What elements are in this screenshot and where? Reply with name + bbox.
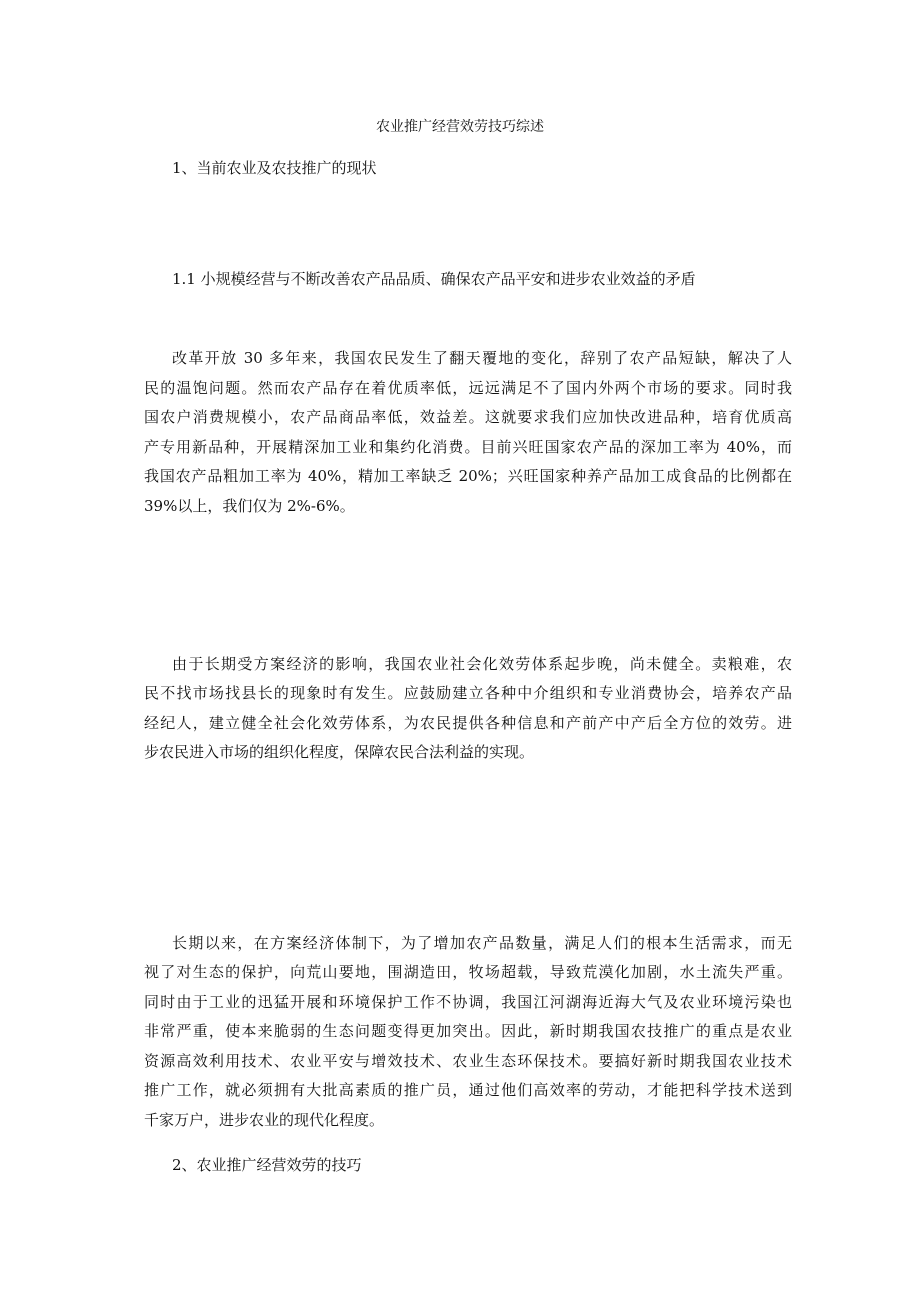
paragraph-line: 由于长期受方案经济的影响，我国农业社会化效劳体系起步晚，尚未健全。卖粮难，农 <box>172 655 792 673</box>
paragraph-line: 经纪人，建立健全社会化效劳体系，为农民提供各种信息和产前产中产后全方位的效劳。进 <box>144 714 792 732</box>
paragraph-line: 改革开放 30 多年来，我国农民发生了翻天覆地的变化，辞别了农产品短缺，解决了人 <box>172 349 792 367</box>
section-heading-1: 1、当前农业及农技推广的现状 <box>172 159 377 177</box>
document-title: 农业推广经营效劳技巧综述 <box>376 119 544 135</box>
paragraph-line: 同时由于工业的迅猛开展和环境保护工作不协调，我国江河湖海近海大气及农业环境污染也 <box>144 993 792 1011</box>
paragraph-line: 推广工作，就必须拥有大批高素质的推广员，通过他们高效率的劳动，才能把科学技术送到 <box>144 1081 792 1099</box>
paragraph-line: 39%以上，我们仅为 2%-6%。 <box>144 497 355 515</box>
paragraph-line: 资源高效利用技术、农业平安与增效技术、农业生态环保技术。要搞好新时期我国农业技术 <box>144 1052 792 1070</box>
paragraph-line: 产专用新品种，开展精深加工业和集约化消费。目前兴旺国家农产品的深加工率为 40%，而 <box>144 438 792 456</box>
section-heading-2: 2、农业推广经营效劳的技巧 <box>172 1156 362 1174</box>
paragraph-line: 民不找市场找县长的现象时有发生。应鼓励建立各种中介组织和专业消费协会，培养农产品 <box>144 684 792 702</box>
paragraph-line: 视了对生态的保护，向荒山要地，围湖造田，牧场超载，导致荒漠化加剧，水土流失严重。 <box>144 963 792 981</box>
paragraph-line: 国农户消费规模小，农产品商品率低，效益差。这就要求我们应加快改进品种，培育优质高 <box>144 408 792 426</box>
paragraph-line: 我国农产品粗加工率为 40%，精加工率缺乏 20%；兴旺国家种养产品加工成食品的比例都在 <box>144 467 792 485</box>
paragraph-line: 长期以来，在方案经济体制下，为了增加农产品数量，满足人们的根本生活需求，而无 <box>172 934 792 952</box>
paragraph-line: 步农民进入市场的组织化程度，保障农民合法利益的实现。 <box>144 743 535 761</box>
subsection-heading-1-1: 1.1 小规模经营与不断改善农产品品质、确保农产品平安和进步农业效益的矛盾 <box>172 270 696 288</box>
paragraph-line: 非常严重，使本来脆弱的生态问题变得更加突出。因此，新时期我国农技推广的重点是农业 <box>144 1022 792 1040</box>
paragraph-line: 千家万户，进步农业的现代化程度。 <box>144 1111 385 1129</box>
paragraph-line: 民的温饱问题。然而农产品存在着优质率低，远远满足不了国内外两个市场的要求。同时我 <box>144 379 792 397</box>
